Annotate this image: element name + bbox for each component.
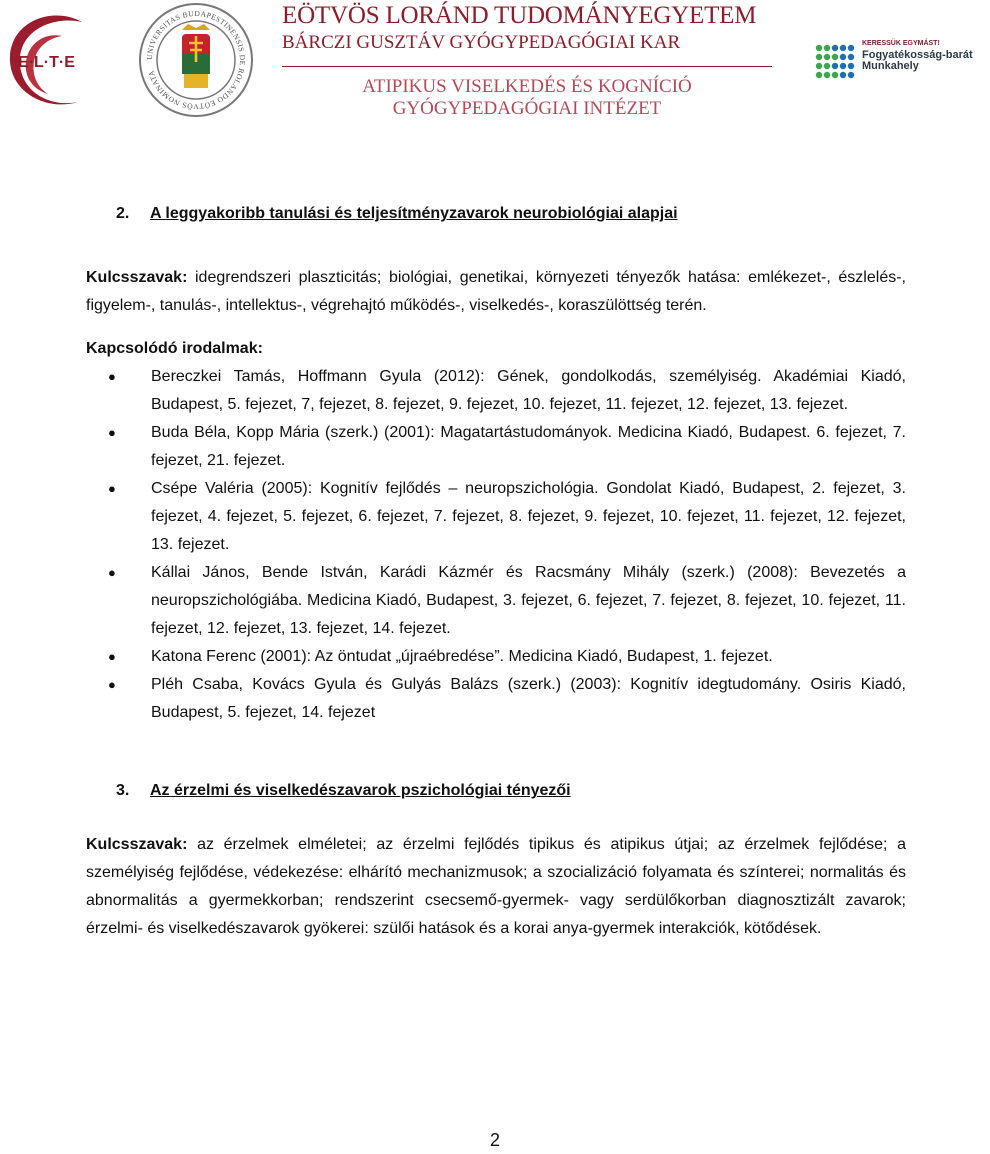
- university-seal: [138, 2, 254, 118]
- partner-name: [862, 50, 973, 72]
- seal-text: UNIVERSITAS BUDAPESTINENSIS DE ROLANDO EÖTVÖS NOMINATA: [144, 8, 248, 112]
- keywords-text: az érzelmek elméletei; az érzelmi fejlődés tipikus és atipikus útjai; az érzelmek fejlődése; a személyiség fejlődése, védekezése: elhárító mechanizmusok; a szocializáció folyamata és színterei; normalitás és abnormalitás a gyermekkorban; rendszerint csecsemő-gyermek- vagy serdülőkorban diagnosztizált zavarok; érzelmi- és viselkedészavarok gyökerei: szülői hatások és a korai anya-gyermek interakciók, kötődések.: [86, 836, 907, 937]
- section-title: A leggyakoribb tanulási és teljesítményzavarok neurobiológiai alapjai: [150, 205, 678, 222]
- references-label: Kapcsolódó irodalmak:: [86, 340, 263, 357]
- bullet-icon: ●: [108, 565, 116, 580]
- keywords-label: Kulcsszavak:: [86, 836, 188, 853]
- reference-text: Kállai János, Bende István, Karádi Kázmér és Racsmány Mihály (szerk.) (2008): Bevezetés a neuropszichológiába. Medicina Kiadó, Budapest, 3. fejezet, 6. fejezet, 7. fejezet, 8. fejezet, 10. fejezet, 11. fejezet, 12. fejezet, 13. fejezet, 14. fejezet.: [151, 564, 906, 637]
- section-number: 3.: [116, 782, 130, 799]
- institute-line-2: GYÓGYPEDAGÓGIAI INTÉZET: [392, 98, 662, 119]
- faculty-name: BÁRCZI GUSZTÁV GYÓGYPEDAGÓGIAI KAR: [282, 32, 681, 53]
- bullet-icon: ●: [108, 649, 116, 664]
- reference-text: Pléh Csaba, Kovács Gyula és Gulyás Balázs (szerk.) (2003): Kognitív idegtudomány. Osiris Kiadó, Budapest, 5. fejezet, 14. fejezet: [151, 676, 906, 721]
- partner-line-1: Fogyatékosság-barát: [862, 49, 973, 61]
- reference-text: Katona Ferenc (2001): Az öntudat „újraébredése”. Medicina Kiadó, Budapest, 1. fejezet.: [151, 648, 773, 665]
- list-item: [86, 363, 906, 419]
- bullet-icon: ●: [108, 677, 116, 692]
- elte-logo-text: E·L·T·E: [18, 54, 75, 71]
- page-header: [0, 0, 973, 130]
- bullet-icon: ●: [108, 369, 116, 384]
- list-item: [86, 559, 906, 643]
- reference-text: Csépe Valéria (2005): Kognitív fejlődés – neuropszichológia. Gondolat Kiadó, Budapest, 2. fejezet, 3. fejezet, 4. fejezet, 5. fejezet, 6. fejezet, 7. fejezet, 8. fejezet, 9. fejezet, 10. fejezet, 11. fejezet, 12. fejezet, 13. fejezet.: [151, 480, 906, 553]
- page-number: 2: [489, 1130, 500, 1150]
- document-body: [86, 200, 906, 943]
- list-item: [86, 671, 906, 727]
- header-divider: [282, 66, 772, 67]
- reference-text: Bereczkei Tamás, Hoffmann Gyula (2012): Gének, gondolkodás, személyiség. Akadémiai Kiadó, Budapest, 5. fejezet, 7, fejezet, 8. fejezet, 9. fejezet, 10. fejezet, 11. fejezet, 12. fejezet, 13. fejezet.: [151, 368, 906, 413]
- institute-name: [282, 76, 772, 120]
- section-number: 2.: [116, 205, 130, 222]
- list-item: [86, 643, 906, 671]
- section-3-heading: [86, 777, 906, 805]
- partner-line-2: Munkahely: [862, 60, 919, 72]
- bullet-icon: ●: [108, 481, 116, 496]
- keywords-text: idegrendszeri plaszticitás; biológiai, genetikai, környezeti tényezők hatása: emlékezet-, észlelés-, figyelem-, tanulás-, intellektus-, végrehajtó működés-, viselkedés-, koraszülöttség terén.: [86, 269, 906, 314]
- reference-list: [86, 363, 906, 727]
- elte-logo: [4, 12, 120, 110]
- list-item: [86, 475, 906, 559]
- reference-text: Buda Béla, Kopp Mária (szerk.) (2001): Magatartástudományok. Medicina Kiadó, Budapest. 6. fejezet, 7. fejezet, 21. fejezet.: [151, 424, 906, 469]
- section-3-keywords: [86, 831, 906, 943]
- institute-line-1: ATIPIKUS VISELKEDÉS ÉS KOGNÍCIÓ: [362, 76, 692, 97]
- section-title: Az érzelmi és viselkedészavarok pszichológiai tényezői: [150, 782, 571, 799]
- keywords-label: Kulcsszavak:: [86, 269, 188, 286]
- section-2-keywords: [86, 264, 906, 320]
- university-name: EÖTVÖS LORÁND TUDOMÁNYEGYETEM: [282, 2, 757, 29]
- institution-title: [282, 2, 782, 56]
- bullet-icon: ●: [108, 425, 116, 440]
- section-2-heading: [86, 200, 906, 228]
- partner-tagline: KERESSÜK EGYMÁST!: [862, 40, 940, 47]
- list-item: [86, 419, 906, 475]
